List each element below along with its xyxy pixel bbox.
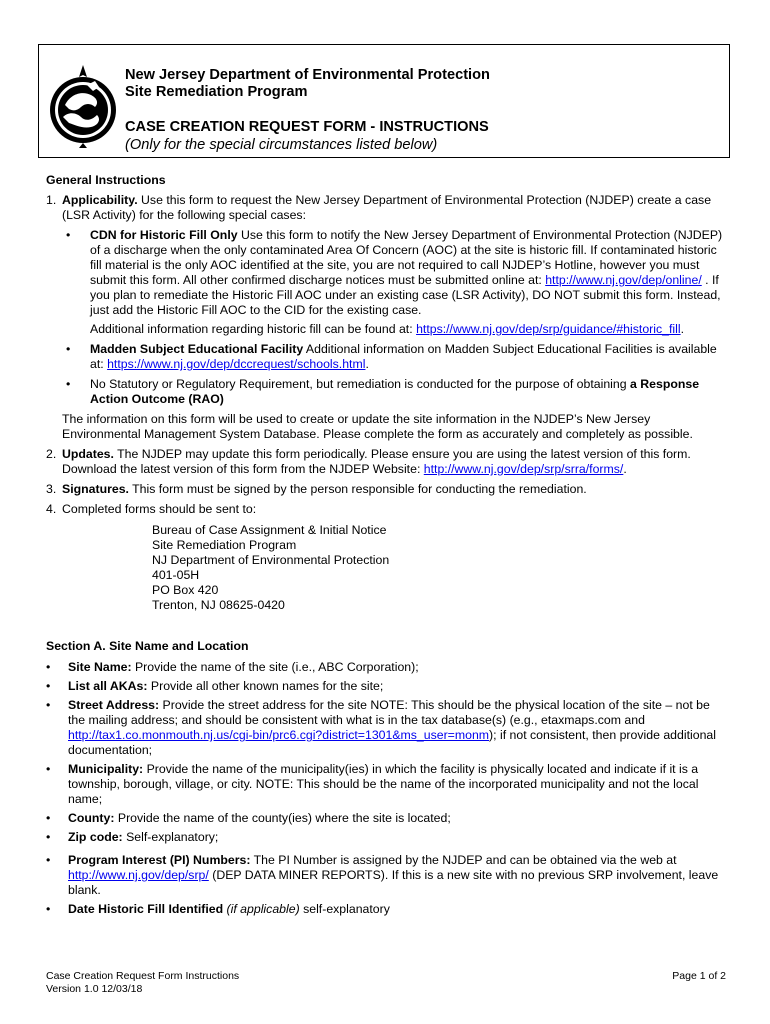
item-label: Applicability. xyxy=(62,193,138,207)
general-instructions-title: General Instructions xyxy=(46,173,166,187)
cdn-label: CDN for Historic Fill Only xyxy=(90,228,238,242)
footer-page-number: Page 1 of 2 xyxy=(672,970,726,982)
address-line: Bureau of Case Assignment & Initial Notice xyxy=(152,523,387,537)
field-text: The PI Number is assigned by the NJDEP and can be obtained via the web at xyxy=(250,853,677,867)
footer-version: Version 1.0 12/03/18 xyxy=(46,983,143,995)
field-label: Zip code: xyxy=(68,830,123,844)
item-text: Completed forms should be sent to: xyxy=(62,502,257,516)
page-subtitle: (Only for the special circumstances listed below) xyxy=(125,137,438,153)
field-label: Street Address: xyxy=(68,698,160,712)
schools-link[interactable]: https://www.nj.gov/dep/dccrequest/schools.html xyxy=(107,357,366,371)
field-text: Self-explanatory; xyxy=(122,830,219,844)
mailing-address xyxy=(152,523,728,613)
item-text: This form must be signed by the person responsible for conducting the remediation. xyxy=(128,482,587,496)
item-number: 3. xyxy=(46,482,57,496)
instructions-content xyxy=(46,173,728,921)
period: . xyxy=(365,357,369,371)
page-title: CASE CREATION REQUEST FORM - INSTRUCTIONS xyxy=(125,119,489,135)
cdn-text: Use this form to notify the New Jersey Department of Environmental Protection (NJDEP) of a discharge when the only contaminated Area Of Concern (AOC) at the site is historic fill. If contaminated historic fill material is the only AOC identified at the site, you are not required to call NJDEP’s Hotline, however you must submit this form. All other confirmed discharge notices must be submitted online at: xyxy=(90,228,723,287)
address-line: 401-05H xyxy=(152,568,200,582)
list-item-zip xyxy=(46,830,728,845)
cdn-text-2: . If you plan to remediate the Historic Fill AOC under an existing case (LSR Activity), DO NOT submit this form. Instead, just add the Historic Fill AOC to the CID for the existing case. xyxy=(90,273,721,317)
header-box xyxy=(38,44,730,158)
bullet-icon: • xyxy=(46,679,51,693)
address-line: Site Remediation Program xyxy=(152,538,297,552)
address-line: NJ Department of Environmental Protection xyxy=(152,553,390,567)
srp-link[interactable]: http://www.nj.gov/dep/srp/ xyxy=(68,868,209,882)
list-item-county xyxy=(46,811,728,826)
item-applicability xyxy=(46,193,728,442)
field-text: Provide the name of the county(ies) where the site is located; xyxy=(114,811,451,825)
item-text: Use this form to request the New Jersey Department of Environmental Protection (NJDEP) create a case (LSR Activity) for the following special cases: xyxy=(62,193,712,222)
bullet-icon: • xyxy=(66,342,71,356)
bullet-icon: • xyxy=(66,228,71,242)
bullet-icon: • xyxy=(46,830,51,844)
item-signatures xyxy=(46,482,728,497)
list-item-street xyxy=(46,698,728,758)
list-item-municipality xyxy=(46,762,728,807)
field-label: Program Interest (PI) Numbers: xyxy=(68,853,251,867)
item-number: 2. xyxy=(46,447,57,461)
field-label: Date Historic Fill Identified xyxy=(68,902,224,916)
list-item-date-historic-fill xyxy=(46,902,728,917)
historic-fill-text: Additional information regarding historic fill can be found at: xyxy=(90,322,417,336)
list-item-cdn xyxy=(62,228,728,337)
field-label: List all AKAs: xyxy=(68,679,148,693)
period: . xyxy=(680,322,685,336)
item-number: 4. xyxy=(46,502,57,516)
njdep-logo-icon xyxy=(47,63,119,149)
info-paragraph: The information on this form will be used to create or update the site information in the NJDEP’s New Jersey Environmental Management System Database. Please complete the form as accurately and completely as possible. xyxy=(62,412,693,441)
footer-form-name: Case Creation Request Form Instructions xyxy=(46,970,240,982)
field-text: Provide the name of the municipality(ies) in which the facility is physically located and indicate if it is a township, borough, village, or city. NOTE: This should be the name of the incorporated municipality and not the local name; xyxy=(68,762,699,806)
item-send-to xyxy=(46,502,728,613)
rao-text: a Response Action Outcome (RAO) xyxy=(90,377,700,406)
section-a-title: Section A. Site Name and Location xyxy=(46,639,249,653)
item-number: 1. xyxy=(46,193,57,207)
address-line: Trenton, NJ 08625-0420 xyxy=(152,598,285,612)
online-link[interactable]: http://www.nj.gov/dep/online/ xyxy=(545,273,702,287)
item-text: The NJDEP may update this form periodically. Please ensure you are using the latest version of this form. Download the latest version of this form from the NJDEP Website: xyxy=(62,447,691,476)
item-label: Signatures. xyxy=(62,482,129,496)
list-item-pi-numbers xyxy=(46,853,728,898)
madden-label: Madden Subject Educational Facility xyxy=(90,342,304,356)
bullet-icon: • xyxy=(46,902,51,916)
historic-fill-link[interactable]: https://www.nj.gov/dep/srp/guidance/#historic_fill xyxy=(416,322,681,336)
bullet-icon: • xyxy=(46,660,51,674)
field-label: Site Name: xyxy=(68,660,132,674)
section-a-list xyxy=(46,660,728,917)
field-text: self-explanatory xyxy=(299,902,390,916)
list-item-no-statutory xyxy=(62,377,728,407)
tax-database-link[interactable]: http://tax1.co.monmouth.nj.us/cgi-bin/prc6.cgi?district=1301&ms_user=monm xyxy=(68,728,490,742)
bullet-icon: • xyxy=(46,811,51,825)
bullet-icon: • xyxy=(46,698,51,712)
field-text: Provide all other known names for the site; xyxy=(147,679,384,693)
list-item-akas xyxy=(46,679,728,694)
item-updates xyxy=(46,447,728,477)
list-item-site-name xyxy=(46,660,728,675)
field-note: (if applicable) xyxy=(223,902,300,916)
field-text: ); if not consistent, then provide additional documentation; xyxy=(68,728,716,757)
no-statutory-text: No Statutory or Regulatory Requirement, but remediation is conducted for the purpose of obtaining xyxy=(90,377,631,391)
forms-link[interactable]: http://www.nj.gov/dep/srp/srra/forms/ xyxy=(423,462,624,476)
field-text: Provide the street address for the site NOTE: This should be the physical location of the site – not be the mailing address; and should be consistent with what is in the tax database(s) (e.g., etaxmaps.com and xyxy=(68,698,710,727)
bullet-icon: • xyxy=(66,377,71,391)
list-item-madden xyxy=(62,342,728,372)
bullet-icon: • xyxy=(46,853,51,867)
field-label: Municipality: xyxy=(68,762,144,776)
historic-fill-info xyxy=(90,322,728,337)
period: . xyxy=(623,462,627,476)
special-cases-list xyxy=(62,228,728,407)
field-text: (DEP DATA MINER REPORTS). If this is a new site with no previous SRP involvement, leave blank. xyxy=(68,868,719,897)
program-name: Site Remediation Program xyxy=(125,84,308,100)
field-text: Provide the name of the site (i.e., ABC Corporation); xyxy=(131,660,419,674)
org-name: New Jersey Department of Environmental Protection xyxy=(125,67,490,83)
footer-left xyxy=(46,970,239,996)
madden-text: Additional information on Madden Subject Educational Facilities is available at: xyxy=(90,342,717,371)
bullet-icon: • xyxy=(46,762,51,776)
item-label: Updates. xyxy=(62,447,114,461)
address-line: PO Box 420 xyxy=(152,583,219,597)
field-label: County: xyxy=(68,811,115,825)
